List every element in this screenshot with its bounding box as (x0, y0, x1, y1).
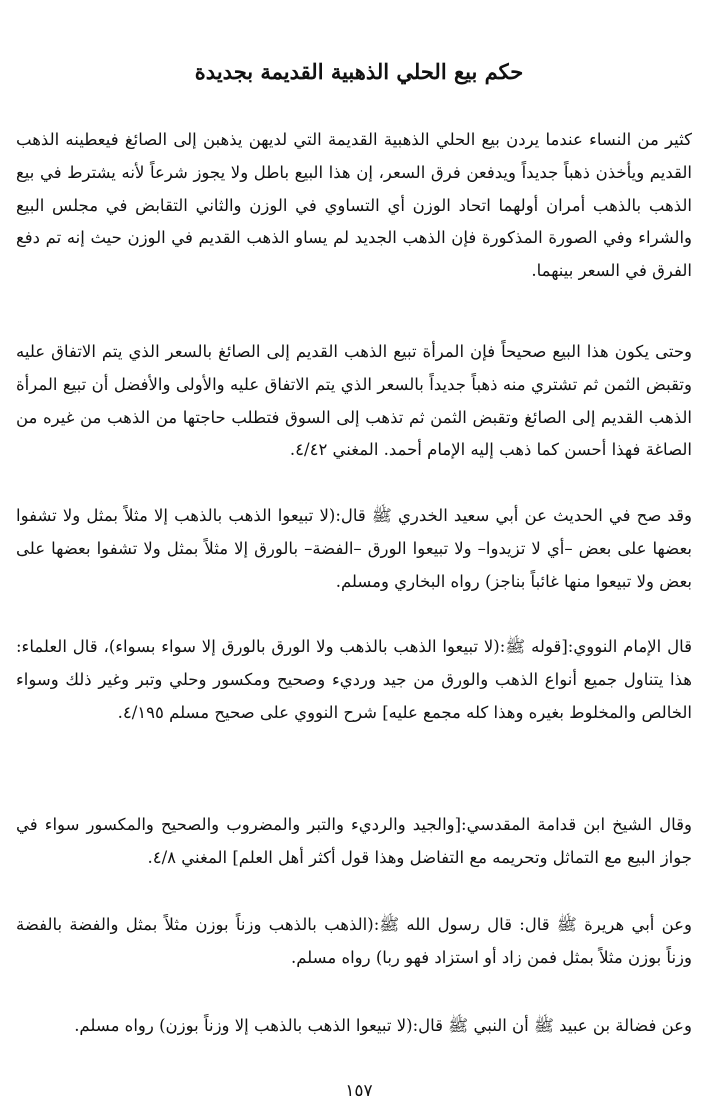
paragraph-intro: كثير من النساء عندما يردن بيع الحلي الذهبية القديمة التي لديهن يذهبن إلى الصائغ فيعطينه الذهب القديم ويأخذن ذهباً جديداً ويدفعن فرق السعر، إن هذا البيع باطل ولا يجوز شرعاً لأنه يشترط في بيع الذهب بالذهب أمران أولهما اتحاد الوزن أي التساوي في الوزن والثاني التقابض في مجلس البيع والشراء وفي الصورة المذكورة فإن الذهب الجديد لم يساو الذهب القديم في الوزن حيث إنه تم دفع الفرق في السعر بينهما. (16, 130, 692, 281)
paragraph-nawawi: قال الإمام النووي:[قوله ﷺ:(لا تبيعوا الذهب بالذهب ولا الورق بالورق إلا سواء بسواء)، قال العلماء: هذا يتناول جميع أنواع الذهب والورق من جيد ورديء وصحيح ومكسور وحلي وتبر وغير ذلك وسواء الخالص والمخلوط بغيره وهذا كله مجمع عليه] شرح النووي على صحيح مسلم ٤/١٩٥. (16, 637, 692, 722)
paragraph-correct-sale: وحتى يكون هذا البيع صحيحاً فإن المرأة تبيع الذهب القديم إلى الصائغ بالسعر الذي يتم الاتفاق عليه وتقبض الثمن ثم تشتري منه ذهباً جديداً بالسعر الذي يتم الاتفاق عليه والأولى والأفضل أن تبيع المرأة الذهب القديم إلى الصائغ وتقبض الثمن ثم تذهب إلى السوق فتطلب حاجتها من الذهب من غيره من الصاغة فهذا أحسن كما ذهب إليه الإمام أحمد. المغني ٤/٤٢. (16, 342, 692, 460)
paragraph-ibn-qudama: وقال الشيخ ابن قدامة المقدسي:[والجيد والرديء والتبر والمضروب والصحيح والمكسور سواء في جواز البيع مع التماثل وتحريمه مع التفاضل وهذا قول أكثر أهل العلم] المغني ٤/٨. (16, 815, 692, 867)
page-title: حكم بيع الحلي الذهبية القديمة بجديدة (194, 59, 524, 84)
paragraph-hadith-abu-said: وقد صح في الحديث عن أبي سعيد الخدري ﷺ قال:(لا تبيعوا الذهب بالذهب إلا مثلاً بمثل ولا تشفوا بعضها على بعض –أي لا تزيدوا– ولا تبيعوا الورق –الفضة– بالورق إلا مثلاً بمثل ولا تشفوا بعضها على بعض ولا تبيعوا منها غائباً بناجز) رواه البخاري ومسلم. (16, 506, 692, 591)
page-number: ١٥٧ (345, 1081, 373, 1101)
paragraph-hadith-abu-hurayra: وعن أبي هريرة ﷺ قال: قال رسول الله ﷺ:(الذهب بالذهب وزناً بوزن مثلاً بمثل والفضة بالفضة وزناً بوزن مثلاً بمثل فمن زاد أو استزاد فهو ربا) رواه مسلم. (16, 915, 692, 967)
paragraph-hadith-fadala: وعن فضالة بن عبيد ﷺ أن النبي ﷺ قال:(لا تبيعوا الذهب بالذهب إلا وزناً بوزن) رواه مسلم. (74, 1016, 692, 1035)
